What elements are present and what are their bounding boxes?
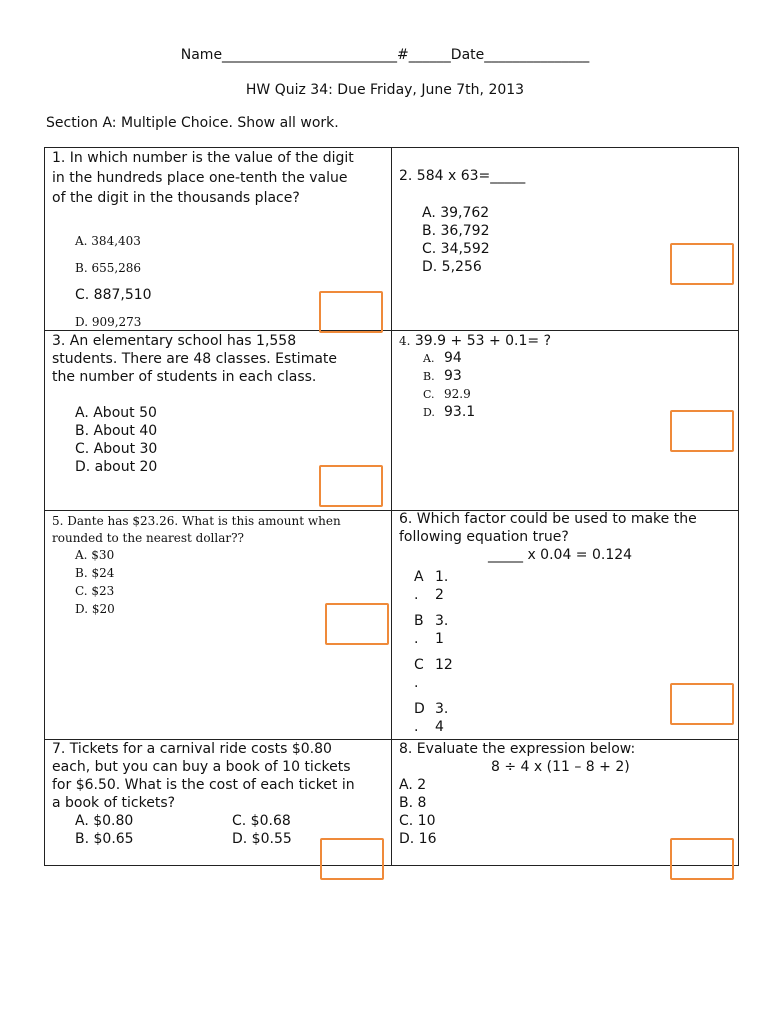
q5-option-d[interactable]: D. $20	[75, 602, 115, 616]
q6-option-d-top[interactable]: 3.	[435, 701, 449, 717]
grid-vertical-divider	[391, 148, 392, 865]
quiz-title: HW Quiz 34: Due Friday, June 7th, 2013	[245, 82, 525, 98]
q8-expression: 8 ÷ 4 x (11 – 8 + 2)	[491, 759, 630, 775]
q4-stem	[399, 332, 551, 350]
q1-option-b[interactable]: B. 655,286	[75, 261, 142, 275]
q2-option-a[interactable]: A. 39,762	[422, 205, 490, 221]
q3-option-b[interactable]: B. About 40	[75, 423, 158, 439]
q5-option-a[interactable]: A. $30	[75, 548, 115, 562]
q1-line-3: of the digit in the thousands place?	[52, 190, 300, 206]
q5-option-c[interactable]: C. $23	[75, 584, 115, 598]
q6-dot-d: .	[414, 719, 419, 735]
q6-dot-c: .	[414, 675, 419, 691]
q6-option-a-top[interactable]: 1.	[435, 569, 449, 585]
q6-equation: _____ x 0.04 = 0.124	[488, 547, 633, 563]
q7-answer-box[interactable]	[320, 838, 384, 880]
q8-option-a[interactable]: A. 2	[399, 777, 427, 793]
q7-option-b[interactable]: B. $0.65	[75, 831, 134, 847]
q6-letter-a: A	[414, 569, 424, 585]
q7-line-1: 7. Tickets for a carnival ride costs $0.80	[52, 741, 332, 757]
q1-option-a[interactable]: A. 384,403	[75, 234, 141, 248]
q6-line-1: 6. Which factor could be used to make the	[399, 511, 697, 527]
q4-option-b[interactable]: 93	[444, 368, 462, 384]
q3-option-d[interactable]: D. about 20	[75, 459, 158, 475]
q7-option-d[interactable]: D. $0.55	[232, 831, 292, 847]
q7-line-3: for $6.50. What is the cost of each ticket in	[52, 777, 355, 793]
q8-stem: 8. Evaluate the expression below:	[399, 741, 636, 757]
q4-option-c[interactable]: 92.9	[444, 387, 471, 401]
q3-line-3: the number of students in each class.	[52, 369, 317, 385]
q4-letter-b: B.	[423, 370, 435, 383]
q7-line-2: each, but you can buy a book of 10 tickets	[52, 759, 351, 775]
q1-option-c[interactable]: C. 887,510	[75, 287, 152, 303]
q6-letter-d: D	[414, 701, 425, 717]
q4-option-d[interactable]: 93.1	[444, 404, 476, 420]
q6-option-c-top[interactable]: 12	[435, 657, 453, 673]
q1-line-2: in the hundreds place one-tenth the value	[52, 170, 348, 186]
q6-dot-b: .	[414, 631, 419, 647]
q4-expression: 39.9 + 53 + 0.1= ?	[410, 333, 552, 349]
q6-line-2: following equation true?	[399, 529, 569, 545]
q2-answer-box[interactable]	[670, 243, 734, 285]
q1-answer-box[interactable]	[319, 291, 383, 333]
q3-option-a[interactable]: A. About 50	[75, 405, 157, 421]
q8-option-b[interactable]: B. 8	[399, 795, 427, 811]
section-heading: Section A: Multiple Choice. Show all work.	[46, 115, 339, 131]
q8-option-c[interactable]: C. 10	[399, 813, 436, 829]
q4-answer-box[interactable]	[670, 410, 734, 452]
q4-letter-d: D.	[423, 406, 435, 419]
q1-option-d[interactable]: D. 909,273	[75, 315, 142, 329]
q6-option-b-bottom[interactable]: 1	[435, 631, 444, 647]
q3-line-1: 3. An elementary school has 1,558	[52, 333, 297, 349]
q3-line-2: students. There are 48 classes. Estimate	[52, 351, 338, 367]
q4-number: 4.	[399, 334, 411, 348]
grid-row-divider-1	[45, 330, 738, 331]
q2-option-c[interactable]: C. 34,592	[422, 241, 490, 257]
q6-letter-b: B	[414, 613, 424, 629]
q4-letter-a: A.	[423, 352, 435, 365]
q2-option-d[interactable]: D. 5,256	[422, 259, 482, 275]
question-grid	[44, 147, 739, 866]
name-number-date-line: Name_________________________#______Date_______________	[180, 47, 590, 63]
q7-option-c[interactable]: C. $0.68	[232, 813, 291, 829]
q2-option-b[interactable]: B. 36,792	[422, 223, 490, 239]
q1-line-1: 1. In which number is the value of the digit	[52, 150, 354, 166]
q4-letter-c: C.	[423, 388, 435, 401]
q7-option-a[interactable]: A. $0.80	[75, 813, 134, 829]
q6-answer-box[interactable]	[670, 683, 734, 725]
q8-option-d[interactable]: D. 16	[399, 831, 437, 847]
q5-answer-box[interactable]	[325, 603, 389, 645]
q6-letter-c: C	[414, 657, 424, 673]
q6-dot-a: .	[414, 587, 419, 603]
q5-line-2: rounded to the nearest dollar??	[52, 531, 244, 545]
q6-option-b-top[interactable]: 3.	[435, 613, 449, 629]
q5-option-b[interactable]: B. $24	[75, 566, 115, 580]
q3-answer-box[interactable]	[319, 465, 383, 507]
q8-answer-box[interactable]	[670, 838, 734, 880]
q2-stem: 2. 584 x 63=_____	[399, 168, 526, 184]
q7-line-4: a book of tickets?	[52, 795, 176, 811]
q6-option-d-bottom[interactable]: 4	[435, 719, 444, 735]
q6-option-a-bottom[interactable]: 2	[435, 587, 444, 603]
q3-option-c[interactable]: C. About 30	[75, 441, 158, 457]
q5-line-1: 5. Dante has $23.26. What is this amount when	[52, 514, 341, 528]
q4-option-a[interactable]: 94	[444, 350, 462, 366]
